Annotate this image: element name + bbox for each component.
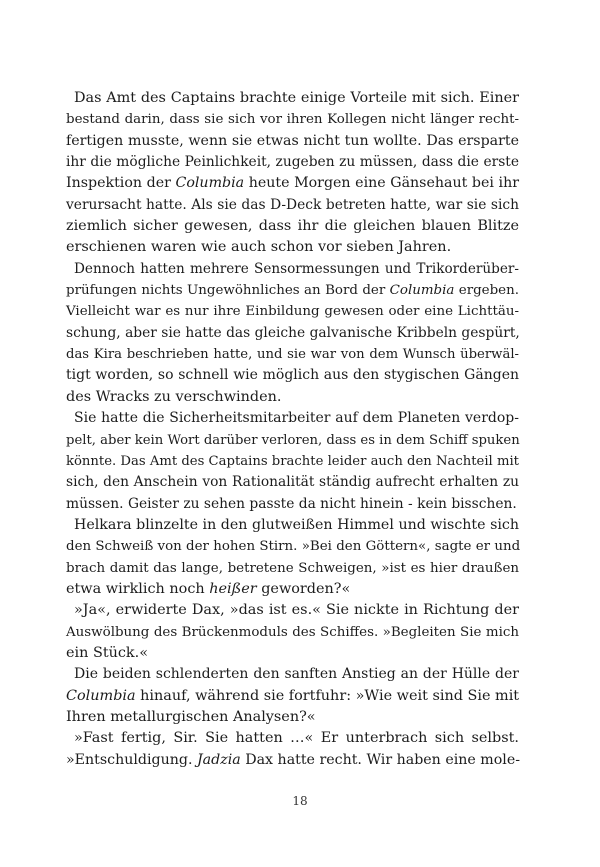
text-run: erschienen waren wie auch schon vor sieben Jahren. <box>66 239 452 256</box>
text-run: schung, aber sie hatte das gleiche galvanische Kribbeln gespürt, <box>66 324 520 341</box>
text-line <box>66 430 519 451</box>
paragraph <box>66 664 519 728</box>
text-run: sich, den Anschein von Rationalität ständig aufrecht erhalten zu <box>66 474 519 491</box>
paragraph <box>66 515 519 600</box>
text-run: Auswölbung des Brückenmoduls des Schiffes. »Begleiten Sie mich <box>66 624 519 640</box>
text-run: geworden?« <box>256 580 351 597</box>
text-run: ziemlich sicher gewesen, dass ihr die gleichen blauen Blitze <box>66 218 519 235</box>
text-run: Sie hatte die Sicherheitsmitarbeiter auf dem Planeten verdop- <box>74 410 519 427</box>
text-run: Das Amt des Captains brachte einige Vorteile mit sich. Einer <box>74 90 519 106</box>
text-run: Dax hatte recht. Wir haben eine mole- <box>240 751 521 768</box>
italic-text: Jadzia <box>197 751 241 768</box>
text-line <box>66 686 519 707</box>
text-run: das Kira beschrieben hatte, und sie war von dem Wunsch überwäl- <box>66 347 519 363</box>
text-run: Dennoch hatten mehrere Sensormessungen und Trikorderüber- <box>74 260 519 277</box>
text-run: müssen. Geister zu sehen passte da nicht hinein - kein bisschen. <box>66 495 517 512</box>
paragraph <box>66 600 519 664</box>
text-line <box>66 387 519 408</box>
page-number: 18 <box>292 794 308 808</box>
text-line <box>66 301 519 322</box>
text-line <box>66 494 519 515</box>
text-run: fertigen musste, wenn sie etwas nicht tun wollte. Das ersparte <box>66 132 519 149</box>
text-line <box>66 173 519 194</box>
text-line <box>66 88 519 109</box>
text-line <box>66 728 519 749</box>
text-line <box>66 536 519 557</box>
text-run: pelt, aber kein Wort darüber verloren, dass es in dem Schiff spuken <box>66 432 520 448</box>
paragraph <box>66 728 519 771</box>
text-run: Ihren metallurgischen Analysen?« <box>66 708 316 725</box>
text-run: Die beiden schlenderten den sanften Anstieg an der Hülle der <box>74 666 519 683</box>
text-run: ihr die mögliche Peinlichkeit, zugeben zu müssen, dass die erste <box>66 154 519 171</box>
text-line <box>66 451 519 472</box>
text-line <box>66 237 519 258</box>
text-run: etwa wirklich noch <box>66 580 210 597</box>
italic-text: Columbia <box>389 283 455 299</box>
text-line <box>66 622 519 643</box>
text-run: Vielleicht war es nur ihre Einbildung gewesen oder eine Lichttäu- <box>66 304 519 320</box>
text-line <box>66 515 519 536</box>
italic-text: Columbia <box>66 687 136 704</box>
text-run: könnte. Das Amt des Captains brachte leider auch den Nachteil mit <box>66 453 519 469</box>
text-line <box>66 216 519 237</box>
paragraph <box>66 408 519 515</box>
text-line <box>66 707 519 728</box>
text-line <box>66 600 519 621</box>
text-run: »Entschuldigung. <box>66 751 197 768</box>
text-run: Helkara blinzelte in den glutweißen Himmel und wischte sich <box>74 516 519 533</box>
text-run: prüfungen nichts Ungewöhnliches an Bord der <box>66 283 390 299</box>
text-run: den Schweiß von der hohen Stirn. »Bei den Göttern«, sagte er und <box>66 539 521 555</box>
text-line <box>66 344 519 365</box>
text-run: ergeben. <box>454 283 519 299</box>
text-line <box>66 152 519 173</box>
text-line <box>66 472 519 493</box>
text-line <box>66 109 519 130</box>
text-line <box>66 664 519 685</box>
text-line <box>66 323 519 344</box>
text-line <box>66 643 519 664</box>
text-line <box>66 579 519 600</box>
italic-text: Columbia <box>175 175 245 192</box>
text-run: bestand darin, dass sie sich vor ihren Kollegen nicht länger recht- <box>66 112 519 128</box>
text-line <box>66 365 519 386</box>
text-line <box>66 280 519 301</box>
text-run: Inspektion der <box>66 175 176 192</box>
text-line <box>66 131 519 152</box>
text-run: heute Morgen eine Gänsehaut bei ihr <box>244 175 519 192</box>
italic-text: heißer <box>209 580 257 597</box>
paragraph <box>66 88 519 259</box>
paragraph <box>66 259 519 408</box>
text-line <box>66 195 519 216</box>
text-run: »Fast fertig, Sir. Sie hatten …« Er unterbrach sich selbst. <box>74 730 519 747</box>
text-line <box>66 558 519 579</box>
text-run: ein Stück.« <box>66 644 149 661</box>
text-line <box>66 750 519 771</box>
text-run: des Wracks zu verschwinden. <box>66 388 282 405</box>
page-body <box>66 88 519 771</box>
text-run: hinauf, während sie fortfuhr: »Wie weit sind Sie mit <box>135 687 520 704</box>
text-line <box>66 259 519 280</box>
text-run: brach damit das lange, betretene Schweigen, »ist es hier draußen <box>66 560 519 576</box>
text-line <box>66 408 519 429</box>
text-run: »Ja«, erwiderte Dax, »das ist es.« Sie nickte in Richtung der <box>74 602 519 619</box>
text-run: tigt worden, so schnell wie möglich aus den stygischen Gängen <box>66 367 519 384</box>
text-run: verursacht hatte. Als sie das D-Deck betreten hatte, war sie sich <box>66 196 519 213</box>
